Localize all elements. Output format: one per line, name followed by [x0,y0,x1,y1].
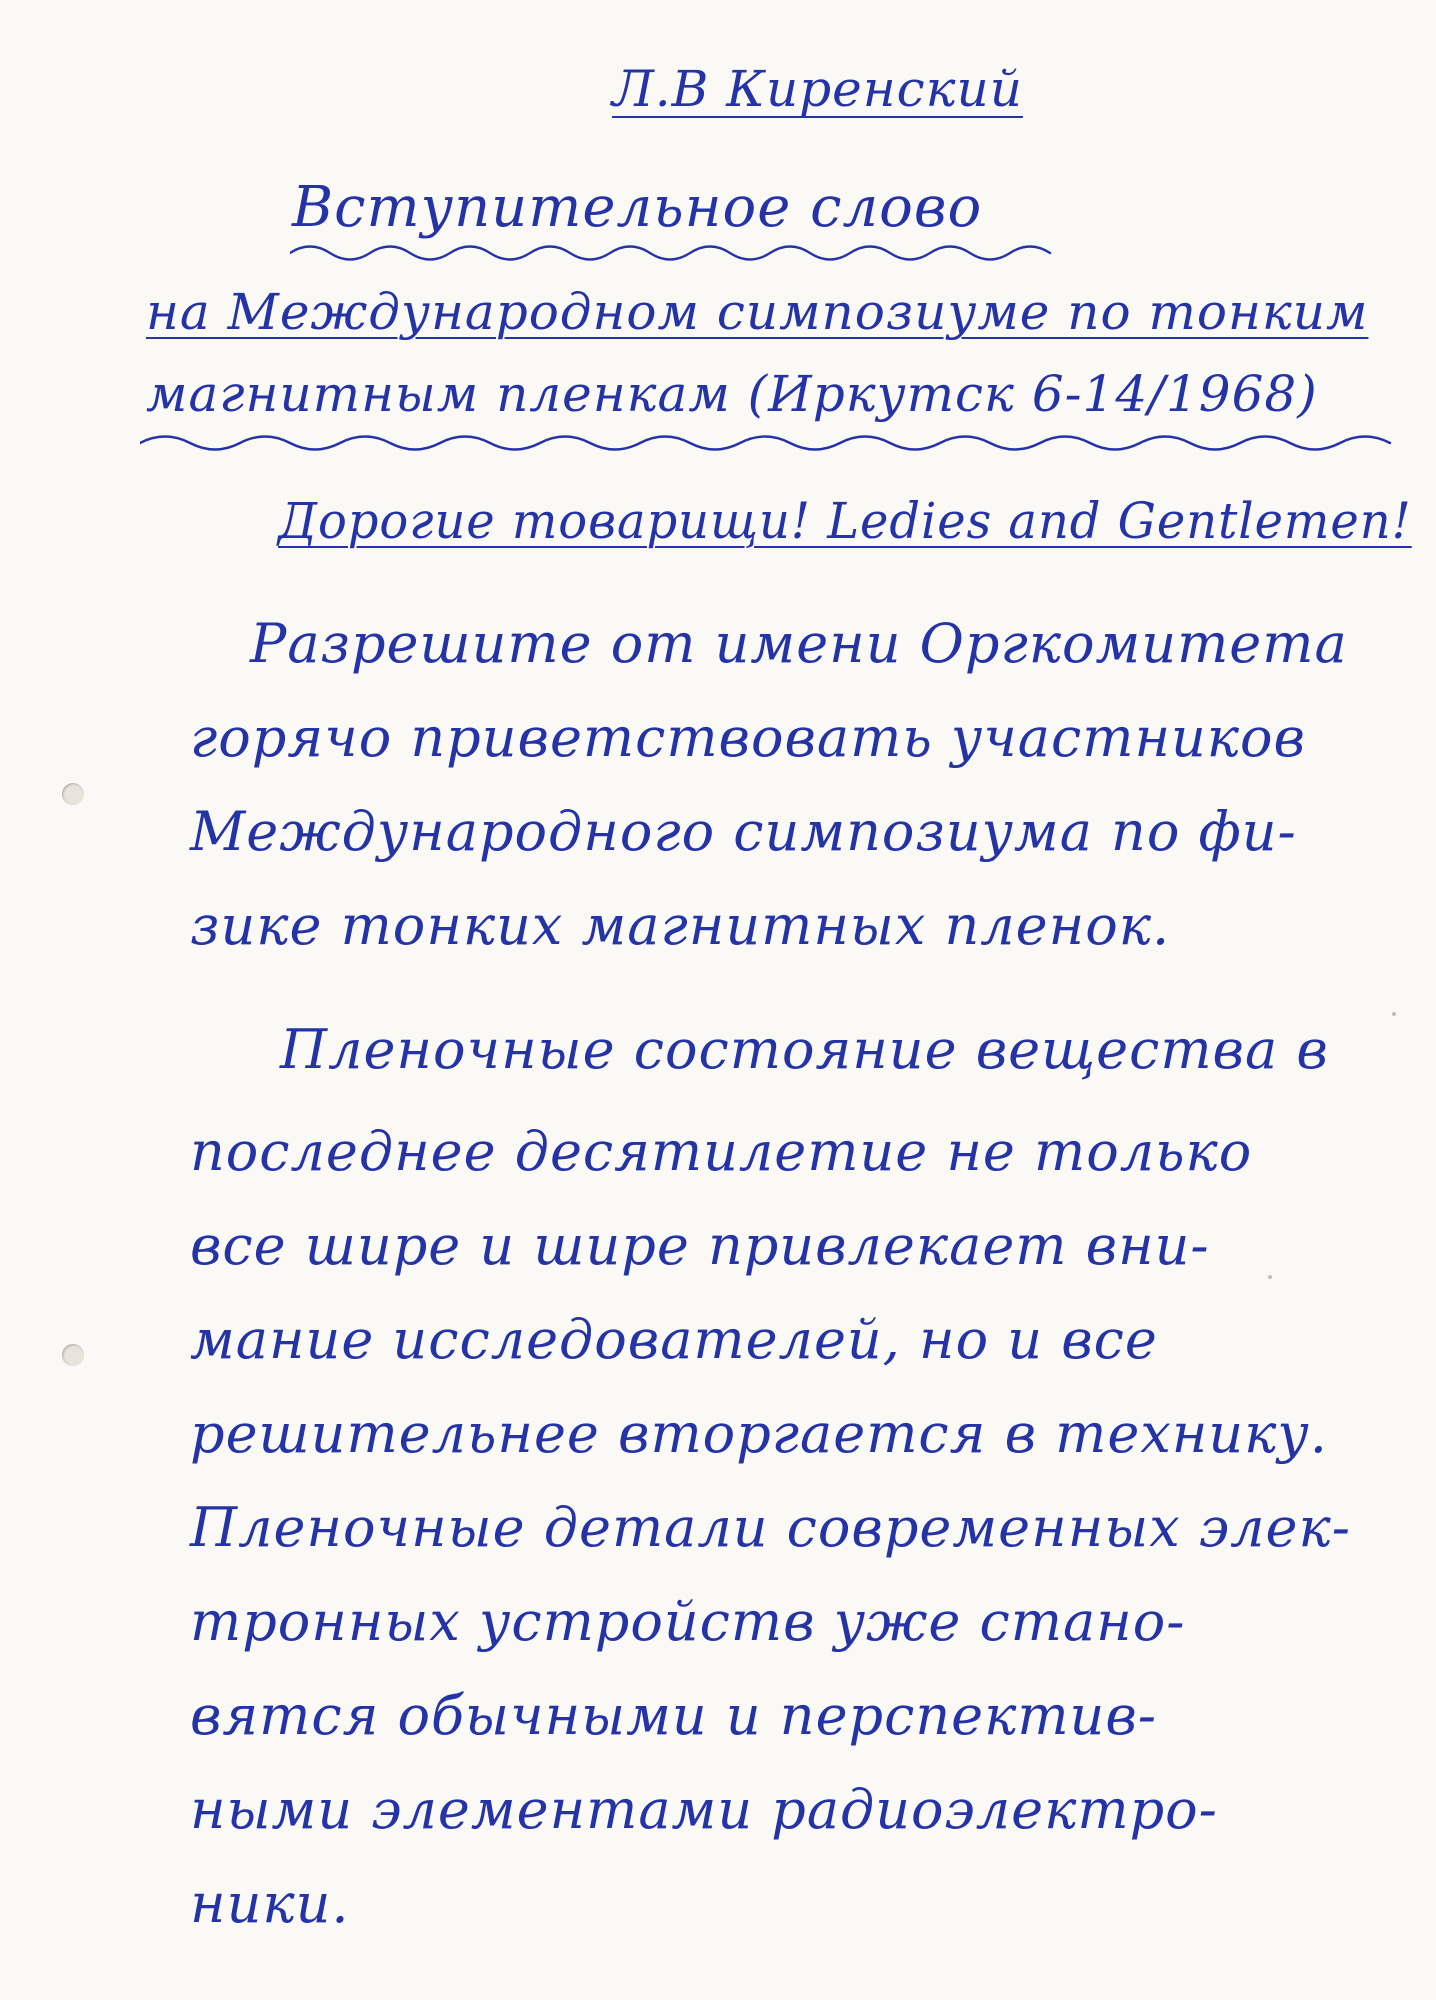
body-line: ники. [190,1872,350,1935]
greeting: Дорогие товарищи! Ledies and Gentlemen! [278,492,1412,550]
body-line: Пленочные детали современных элек- [190,1496,1351,1559]
body-line: зике тонких магнитных пленок. [190,894,1171,957]
subtitle-wavy-underline [140,428,1420,458]
body-line: вятся обычными и перспектив- [190,1684,1157,1747]
body-line: решительнее вторгается в технику. [190,1402,1328,1465]
body-line: ными элементами радиоэлектро- [190,1778,1218,1841]
paper-speck [1268,1275,1272,1279]
body-line: горячо приветствовать участников [190,706,1306,769]
punch-hole-bottom [62,1344,84,1366]
punch-hole-top [62,783,84,805]
author-name: Л.В Киренский [612,60,1023,118]
subtitle-line-1: на Международном симпозиуме по тонким [146,283,1369,341]
subtitle-line-2: магнитным пленкам (Иркутск 6-14/1968) [146,365,1318,423]
body-line: тронных устройств уже стано- [190,1590,1186,1653]
body-line: все шире и шире привлекает вни- [190,1214,1210,1277]
document-title: Вступительное слово [292,175,983,240]
body-line: Разрешите от имени Оргкомитета [250,612,1348,675]
paper-speck [1392,1012,1396,1016]
body-line: Пленочные состояние вещества в [280,1018,1329,1081]
title-wavy-underline [290,238,1090,268]
body-line: Международного симпозиума по фи- [190,800,1297,863]
body-line: последнее десятилетие не только [190,1120,1253,1183]
body-line: мание исследователей, но и все [190,1308,1158,1371]
